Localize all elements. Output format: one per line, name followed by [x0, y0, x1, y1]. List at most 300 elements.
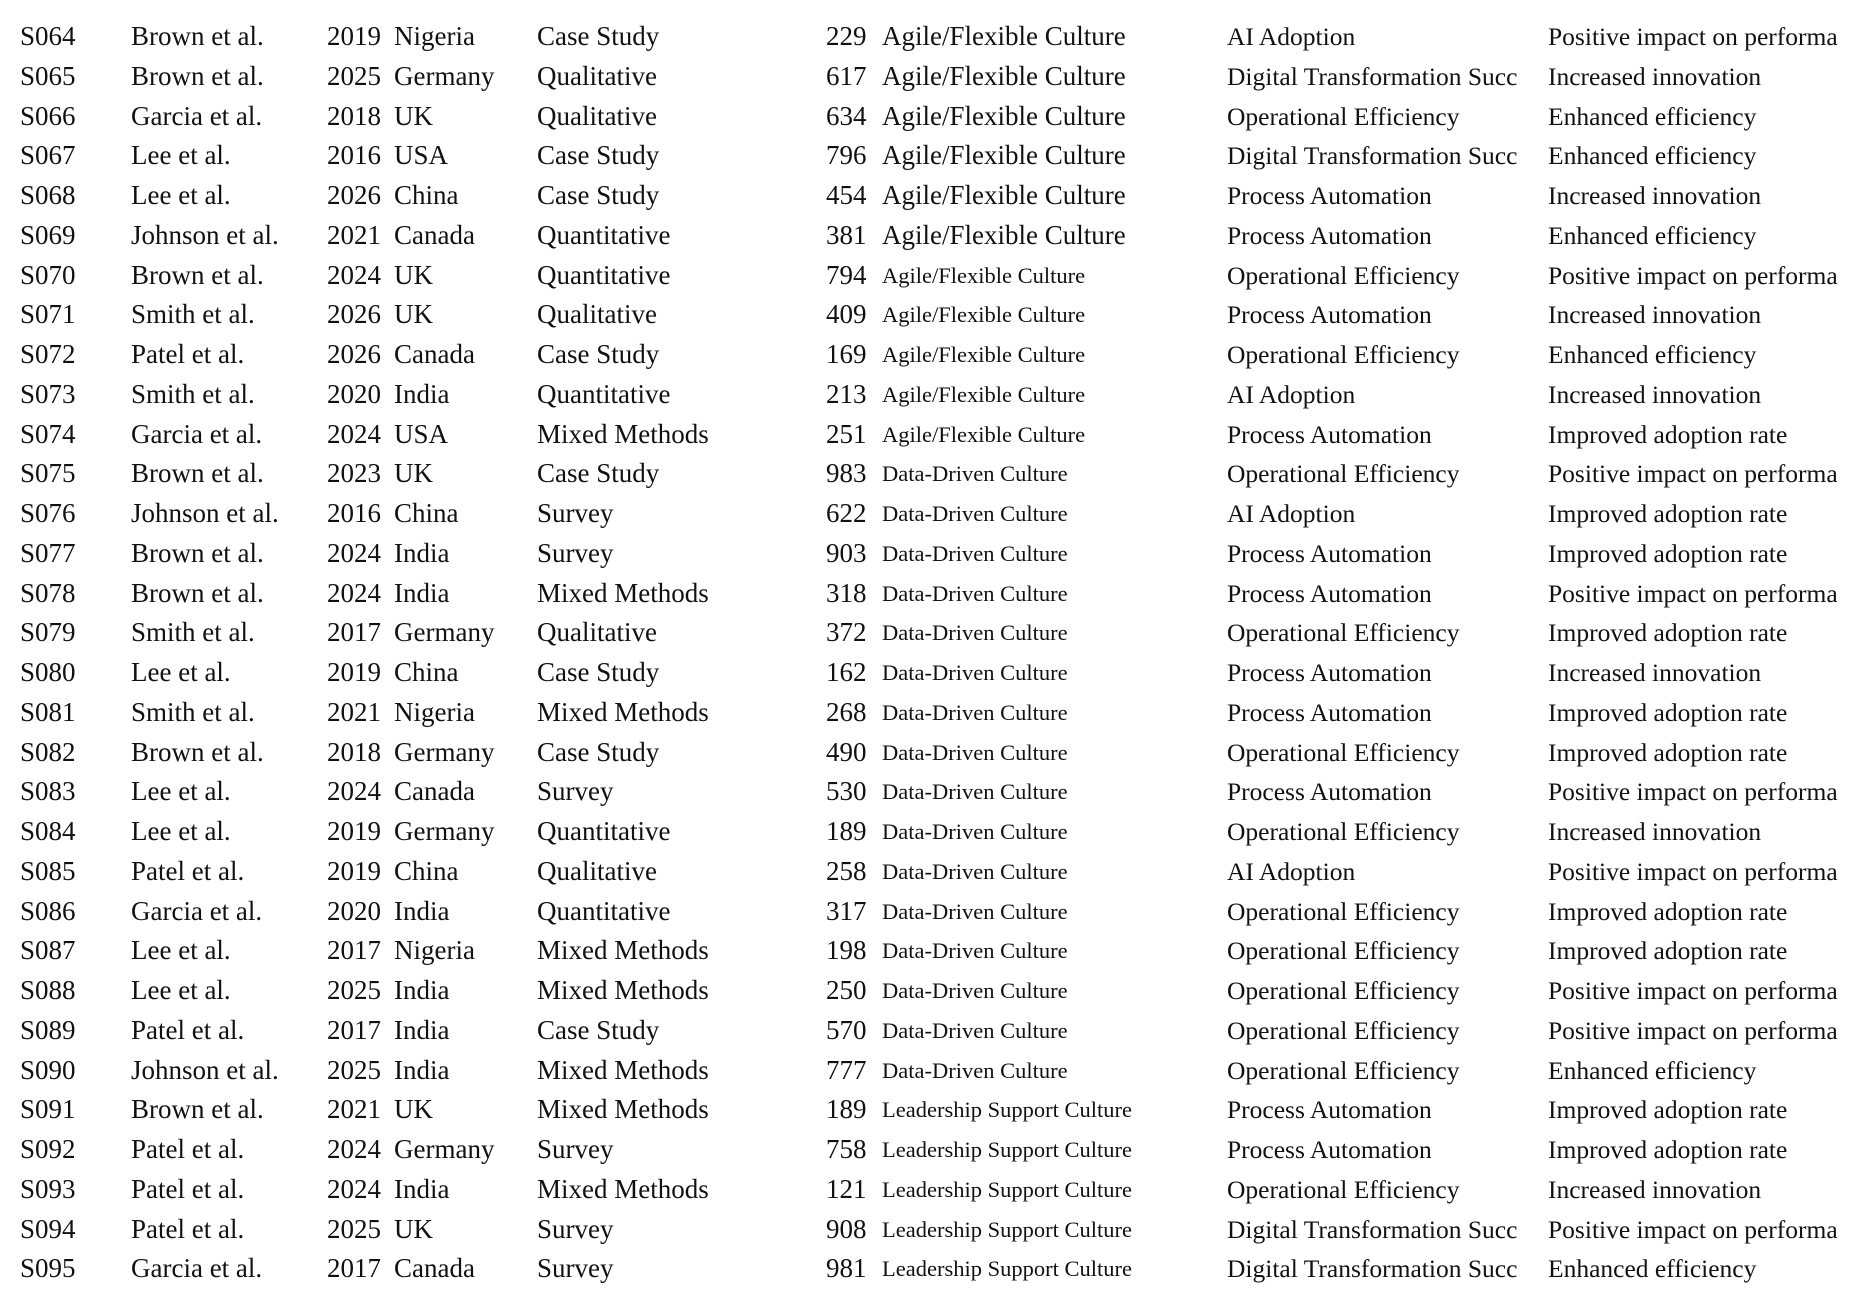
outcome-cell: Improved adoption rate	[1548, 618, 1788, 648]
construct-cell: Operational Efficiency	[1227, 936, 1460, 966]
table-row	[0, 1249, 1869, 1289]
author-cell: Lee et al.	[131, 776, 231, 807]
year-cell: 2026	[327, 339, 381, 369]
year-cell: 2016	[327, 498, 381, 528]
country-cell: India	[394, 537, 450, 568]
year-cell: 2017	[327, 1253, 381, 1284]
method-cell: Case Study	[537, 140, 660, 171]
table-row	[0, 136, 1869, 176]
method-cell: Case Study	[537, 458, 660, 489]
year-cell: 2024	[327, 1173, 381, 1204]
method-cell: Case Study	[537, 736, 660, 767]
outcome-cell: Improved adoption rate	[1548, 499, 1788, 528]
construct-cell: Operational Efficiency	[1227, 340, 1460, 369]
construct-cell: AI Adoption	[1227, 499, 1356, 528]
method-cell: Case Study	[537, 21, 660, 51]
author-cell: Garcia et al.	[131, 418, 263, 449]
table-row	[0, 494, 1869, 534]
construct-cell: Operational Efficiency	[1227, 260, 1460, 290]
culture-type-cell: Agile/Flexible Culture	[882, 421, 1086, 447]
study-id-cell: S088	[20, 975, 76, 1005]
method-cell: Survey	[537, 1213, 614, 1244]
country-cell: UK	[394, 1213, 433, 1244]
sample-size-cell: 758	[826, 1134, 867, 1164]
study-id-cell: S074	[20, 418, 76, 449]
outcome-cell: Improved adoption rate	[1548, 697, 1788, 727]
construct-cell: AI Adoption	[1227, 379, 1356, 409]
table-row	[0, 1210, 1869, 1250]
culture-type-cell: Data-Driven Culture	[882, 660, 1068, 685]
culture-type-cell: Data-Driven Culture	[882, 978, 1068, 1003]
method-cell: Survey	[537, 537, 614, 568]
author-cell: Lee et al.	[131, 180, 231, 210]
method-cell: Quantitative	[537, 816, 671, 846]
table-row	[0, 216, 1869, 256]
year-cell: 2025	[327, 975, 381, 1005]
sample-size-cell: 908	[826, 1213, 867, 1244]
construct-cell: Process Automation	[1227, 697, 1432, 727]
method-cell: Qualitative	[537, 855, 657, 886]
year-cell: 2019	[327, 21, 381, 51]
outcome-cell: Increased innovation	[1548, 658, 1762, 687]
country-cell: Nigeria	[394, 935, 475, 966]
author-cell: Brown et al.	[131, 1094, 264, 1125]
construct-cell: Operational Efficiency	[1227, 101, 1460, 131]
table-row	[0, 534, 1869, 574]
table-row	[0, 693, 1869, 733]
culture-type-cell: Leadership Support Culture	[882, 1097, 1132, 1123]
author-cell: Patel et al.	[131, 339, 245, 369]
year-cell: 2020	[327, 378, 381, 409]
author-cell: Patel et al.	[131, 1134, 245, 1164]
construct-cell: Digital Transformation Succ	[1227, 1254, 1518, 1284]
table-row	[0, 1051, 1869, 1091]
method-cell: Quantitative	[537, 219, 671, 250]
construct-cell: Process Automation	[1227, 777, 1432, 807]
year-cell: 2024	[327, 1134, 381, 1164]
author-cell: Lee et al.	[131, 657, 231, 687]
author-cell: Smith et al.	[131, 299, 255, 330]
table-row	[0, 415, 1869, 455]
outcome-cell: Improved adoption rate	[1548, 419, 1788, 449]
country-cell: India	[394, 1054, 450, 1085]
culture-type-cell: Data-Driven Culture	[882, 819, 1068, 844]
culture-type-cell: Data-Driven Culture	[882, 779, 1068, 805]
table-row	[0, 613, 1869, 653]
author-cell: Johnson et al.	[131, 1054, 279, 1085]
study-id-cell: S082	[20, 736, 76, 767]
method-cell: Quantitative	[537, 895, 671, 926]
construct-cell: Process Automation	[1227, 1135, 1432, 1164]
sample-size-cell: 490	[826, 736, 867, 767]
author-cell: Brown et al.	[131, 537, 264, 568]
outcome-cell: Positive impact on performa	[1548, 777, 1838, 807]
method-cell: Mixed Methods	[537, 418, 709, 449]
table-row	[0, 375, 1869, 415]
author-cell: Patel et al.	[131, 1173, 245, 1204]
construct-cell: Operational Efficiency	[1227, 1015, 1460, 1045]
country-cell: Canada	[394, 1253, 475, 1284]
country-cell: UK	[394, 299, 433, 330]
country-cell: China	[394, 180, 459, 210]
country-cell: Germany	[394, 617, 495, 648]
sample-size-cell: 617	[826, 60, 867, 91]
author-cell: Smith et al.	[131, 378, 255, 409]
table-row	[0, 57, 1869, 97]
method-cell: Mixed Methods	[537, 577, 709, 608]
table-row	[0, 256, 1869, 296]
year-cell: 2020	[327, 895, 381, 926]
country-cell: USA	[394, 140, 449, 171]
sample-size-cell: 409	[826, 299, 867, 330]
method-cell: Quantitative	[537, 378, 671, 409]
outcome-cell: Positive impact on performa	[1548, 260, 1838, 290]
culture-type-cell: Data-Driven Culture	[882, 938, 1068, 964]
method-cell: Case Study	[537, 339, 660, 369]
construct-cell: Process Automation	[1227, 538, 1432, 568]
author-cell: Patel et al.	[131, 1014, 245, 1045]
country-cell: India	[394, 1173, 450, 1204]
construct-cell: AI Adoption	[1227, 22, 1356, 51]
sample-size-cell: 794	[826, 259, 867, 290]
year-cell: 2017	[327, 935, 381, 966]
method-cell: Quantitative	[537, 259, 671, 290]
country-cell: China	[394, 498, 459, 528]
country-cell: India	[394, 975, 450, 1005]
method-cell: Mixed Methods	[537, 696, 709, 727]
country-cell: Canada	[394, 219, 475, 250]
construct-cell: Operational Efficiency	[1227, 618, 1460, 648]
outcome-cell: Positive impact on performa	[1548, 1214, 1838, 1244]
sample-size-cell: 258	[826, 855, 867, 886]
study-id-cell: S085	[20, 855, 76, 886]
culture-type-cell: Agile/Flexible Culture	[882, 140, 1126, 171]
sample-size-cell: 903	[826, 537, 867, 568]
table-row	[0, 295, 1869, 335]
study-id-cell: S073	[20, 378, 76, 409]
outcome-cell: Improved adoption rate	[1548, 538, 1788, 568]
year-cell: 2023	[327, 458, 381, 489]
year-cell: 2018	[327, 100, 381, 131]
study-id-cell: S066	[20, 100, 76, 131]
country-cell: UK	[394, 259, 433, 290]
outcome-cell: Increased innovation	[1548, 181, 1762, 210]
year-cell: 2021	[327, 1094, 381, 1125]
sample-size-cell: 634	[826, 100, 867, 131]
year-cell: 2024	[327, 259, 381, 290]
study-id-cell: S067	[20, 140, 76, 171]
author-cell: Garcia et al.	[131, 1253, 263, 1284]
sample-size-cell: 317	[826, 895, 867, 926]
study-id-cell: S095	[20, 1253, 76, 1284]
method-cell: Qualitative	[537, 100, 657, 131]
country-cell: China	[394, 855, 459, 886]
culture-type-cell: Data-Driven Culture	[882, 739, 1068, 765]
culture-type-cell: Agile/Flexible Culture	[882, 342, 1086, 367]
construct-cell: Process Automation	[1227, 1095, 1432, 1125]
outcome-cell: Increased innovation	[1548, 817, 1762, 846]
sample-size-cell: 318	[826, 577, 867, 608]
table-row	[0, 892, 1869, 932]
method-cell: Case Study	[537, 180, 660, 210]
studies-table	[0, 17, 1869, 1289]
author-cell: Lee et al.	[131, 816, 231, 846]
author-cell: Lee et al.	[131, 975, 231, 1005]
study-id-cell: S094	[20, 1213, 76, 1244]
sample-size-cell: 570	[826, 1014, 867, 1045]
outcome-cell: Increased innovation	[1548, 379, 1762, 409]
study-id-cell: S071	[20, 299, 76, 330]
culture-type-cell: Data-Driven Culture	[882, 699, 1068, 725]
culture-type-cell: Data-Driven Culture	[882, 1057, 1068, 1083]
study-id-cell: S081	[20, 696, 76, 727]
culture-type-cell: Data-Driven Culture	[882, 858, 1068, 884]
construct-cell: Process Automation	[1227, 300, 1432, 330]
study-id-cell: S087	[20, 935, 76, 966]
study-id-cell: S075	[20, 458, 76, 489]
method-cell: Survey	[537, 1253, 614, 1284]
table-row	[0, 772, 1869, 812]
construct-cell: Process Automation	[1227, 578, 1432, 608]
study-id-cell: S072	[20, 339, 76, 369]
table-row	[0, 574, 1869, 614]
year-cell: 2025	[327, 1213, 381, 1244]
construct-cell: Process Automation	[1227, 220, 1432, 250]
method-cell: Case Study	[537, 1014, 660, 1045]
country-cell: India	[394, 1014, 450, 1045]
country-cell: India	[394, 577, 450, 608]
outcome-cell: Positive impact on performa	[1548, 578, 1838, 608]
study-id-cell: S069	[20, 219, 76, 250]
author-cell: Garcia et al.	[131, 895, 263, 926]
construct-cell: Process Automation	[1227, 419, 1432, 449]
table-row	[0, 97, 1869, 137]
table-row	[0, 17, 1869, 57]
sample-size-cell: 981	[826, 1253, 867, 1284]
outcome-cell: Enhanced efficiency	[1548, 220, 1757, 250]
country-cell: Canada	[394, 776, 475, 807]
culture-type-cell: Leadership Support Culture	[882, 1256, 1132, 1282]
sample-size-cell: 530	[826, 776, 867, 807]
sample-size-cell: 622	[826, 498, 867, 528]
sample-size-cell: 251	[826, 418, 867, 449]
study-id-cell: S093	[20, 1173, 76, 1204]
country-cell: Germany	[394, 1134, 495, 1164]
table-row	[0, 176, 1869, 216]
study-id-cell: S086	[20, 895, 76, 926]
culture-type-cell: Leadership Support Culture	[882, 1176, 1132, 1202]
author-cell: Patel et al.	[131, 1213, 245, 1244]
country-cell: India	[394, 378, 450, 409]
year-cell: 2019	[327, 657, 381, 687]
culture-type-cell: Data-Driven Culture	[882, 620, 1068, 646]
outcome-cell: Enhanced efficiency	[1548, 1055, 1757, 1085]
table-row	[0, 335, 1869, 375]
sample-size-cell: 250	[826, 975, 867, 1005]
construct-cell: Operational Efficiency	[1227, 817, 1460, 846]
country-cell: UK	[394, 458, 433, 489]
culture-type-cell: Agile/Flexible Culture	[882, 302, 1086, 328]
construct-cell: Process Automation	[1227, 181, 1432, 210]
culture-type-cell: Agile/Flexible Culture	[882, 100, 1126, 131]
culture-type-cell: Data-Driven Culture	[882, 540, 1068, 566]
year-cell: 2017	[327, 1014, 381, 1045]
sample-size-cell: 121	[826, 1173, 867, 1204]
culture-type-cell: Agile/Flexible Culture	[882, 381, 1086, 407]
outcome-cell: Improved adoption rate	[1548, 896, 1788, 926]
method-cell: Survey	[537, 1134, 614, 1164]
author-cell: Brown et al.	[131, 21, 264, 51]
sample-size-cell: 213	[826, 378, 867, 409]
culture-type-cell: Data-Driven Culture	[882, 461, 1068, 487]
sample-size-cell: 372	[826, 617, 867, 648]
construct-cell: Process Automation	[1227, 658, 1432, 687]
study-id-cell: S090	[20, 1054, 76, 1085]
culture-type-cell: Agile/Flexible Culture	[882, 219, 1126, 250]
table-row	[0, 1090, 1869, 1130]
year-cell: 2017	[327, 617, 381, 648]
outcome-cell: Improved adoption rate	[1548, 936, 1788, 966]
construct-cell: Digital Transformation Succ	[1227, 61, 1518, 91]
method-cell: Mixed Methods	[537, 1094, 709, 1125]
country-cell: Germany	[394, 816, 495, 846]
method-cell: Mixed Methods	[537, 975, 709, 1005]
outcome-cell: Positive impact on performa	[1548, 459, 1838, 489]
culture-type-cell: Data-Driven Culture	[882, 1017, 1068, 1043]
author-cell: Garcia et al.	[131, 100, 263, 131]
country-cell: Germany	[394, 736, 495, 767]
method-cell: Mixed Methods	[537, 935, 709, 966]
author-cell: Smith et al.	[131, 617, 255, 648]
outcome-cell: Improved adoption rate	[1548, 1135, 1788, 1164]
year-cell: 2019	[327, 855, 381, 886]
year-cell: 2021	[327, 696, 381, 727]
construct-cell: Digital Transformation Succ	[1227, 1214, 1518, 1244]
method-cell: Survey	[537, 498, 614, 528]
year-cell: 2025	[327, 60, 381, 91]
outcome-cell: Enhanced efficiency	[1548, 1254, 1757, 1284]
outcome-cell: Positive impact on performa	[1548, 22, 1838, 51]
country-cell: UK	[394, 100, 433, 131]
study-id-cell: S076	[20, 498, 76, 528]
author-cell: Smith et al.	[131, 696, 255, 727]
year-cell: 2024	[327, 577, 381, 608]
study-id-cell: S080	[20, 657, 76, 687]
author-cell: Brown et al.	[131, 60, 264, 91]
method-cell: Qualitative	[537, 617, 657, 648]
construct-cell: AI Adoption	[1227, 856, 1356, 886]
table-row	[0, 1011, 1869, 1051]
outcome-cell: Improved adoption rate	[1548, 1095, 1788, 1125]
country-cell: Nigeria	[394, 696, 475, 727]
sample-size-cell: 777	[826, 1054, 867, 1085]
construct-cell: Operational Efficiency	[1227, 976, 1460, 1005]
sample-size-cell: 268	[826, 696, 867, 727]
table-row	[0, 653, 1869, 693]
year-cell: 2024	[327, 418, 381, 449]
study-id-cell: S079	[20, 617, 76, 648]
author-cell: Johnson et al.	[131, 498, 279, 528]
outcome-cell: Enhanced efficiency	[1548, 141, 1757, 171]
study-id-cell: S084	[20, 816, 76, 846]
sample-size-cell: 454	[826, 180, 867, 210]
table-row	[0, 812, 1869, 852]
culture-type-cell: Agile/Flexible Culture	[882, 262, 1086, 288]
outcome-cell: Positive impact on performa	[1548, 976, 1838, 1005]
culture-type-cell: Data-Driven Culture	[882, 580, 1068, 606]
sample-size-cell: 189	[826, 816, 867, 846]
outcome-cell: Enhanced efficiency	[1548, 101, 1757, 131]
author-cell: Lee et al.	[131, 935, 231, 966]
culture-type-cell: Data-Driven Culture	[882, 898, 1068, 924]
author-cell: Patel et al.	[131, 855, 245, 886]
method-cell: Mixed Methods	[537, 1173, 709, 1204]
construct-cell: Operational Efficiency	[1227, 896, 1460, 926]
year-cell: 2019	[327, 816, 381, 846]
sample-size-cell: 796	[826, 140, 867, 171]
table-row	[0, 1130, 1869, 1170]
author-cell: Brown et al.	[131, 577, 264, 608]
outcome-cell: Improved adoption rate	[1548, 737, 1788, 767]
study-id-cell: S070	[20, 259, 76, 290]
country-cell: Nigeria	[394, 21, 475, 51]
outcome-cell: Increased innovation	[1548, 1174, 1762, 1204]
table-row	[0, 733, 1869, 773]
study-id-cell: S078	[20, 577, 76, 608]
author-cell: Brown et al.	[131, 736, 264, 767]
construct-cell: Operational Efficiency	[1227, 1055, 1460, 1085]
outcome-cell: Enhanced efficiency	[1548, 340, 1757, 369]
culture-type-cell: Leadership Support Culture	[882, 1137, 1132, 1162]
country-cell: USA	[394, 418, 449, 449]
study-id-cell: S064	[20, 21, 76, 51]
author-cell: Brown et al.	[131, 458, 264, 489]
year-cell: 2025	[327, 1054, 381, 1085]
table-row	[0, 931, 1869, 971]
culture-type-cell: Data-Driven Culture	[882, 501, 1068, 526]
author-cell: Brown et al.	[131, 259, 264, 290]
method-cell: Qualitative	[537, 60, 657, 91]
study-id-cell: S083	[20, 776, 76, 807]
year-cell: 2024	[327, 776, 381, 807]
author-cell: Lee et al.	[131, 140, 231, 171]
culture-type-cell: Agile/Flexible Culture	[882, 60, 1126, 91]
construct-cell: Operational Efficiency	[1227, 459, 1460, 489]
study-id-cell: S065	[20, 60, 76, 91]
country-cell: Canada	[394, 339, 475, 369]
construct-cell: Operational Efficiency	[1227, 1174, 1460, 1204]
year-cell: 2016	[327, 140, 381, 171]
method-cell: Survey	[537, 776, 614, 807]
table-row	[0, 971, 1869, 1011]
year-cell: 2026	[327, 180, 381, 210]
culture-type-cell: Leadership Support Culture	[882, 1216, 1132, 1242]
country-cell: India	[394, 895, 450, 926]
outcome-cell: Positive impact on performa	[1548, 1015, 1838, 1045]
table-row	[0, 1170, 1869, 1210]
study-id-cell: S077	[20, 537, 76, 568]
construct-cell: Operational Efficiency	[1227, 737, 1460, 767]
country-cell: China	[394, 657, 459, 687]
sample-size-cell: 198	[826, 935, 867, 966]
method-cell: Mixed Methods	[537, 1054, 709, 1085]
method-cell: Qualitative	[537, 299, 657, 330]
country-cell: UK	[394, 1094, 433, 1125]
method-cell: Case Study	[537, 657, 660, 687]
study-id-cell: S089	[20, 1014, 76, 1045]
table-row	[0, 852, 1869, 892]
sample-size-cell: 189	[826, 1094, 867, 1125]
